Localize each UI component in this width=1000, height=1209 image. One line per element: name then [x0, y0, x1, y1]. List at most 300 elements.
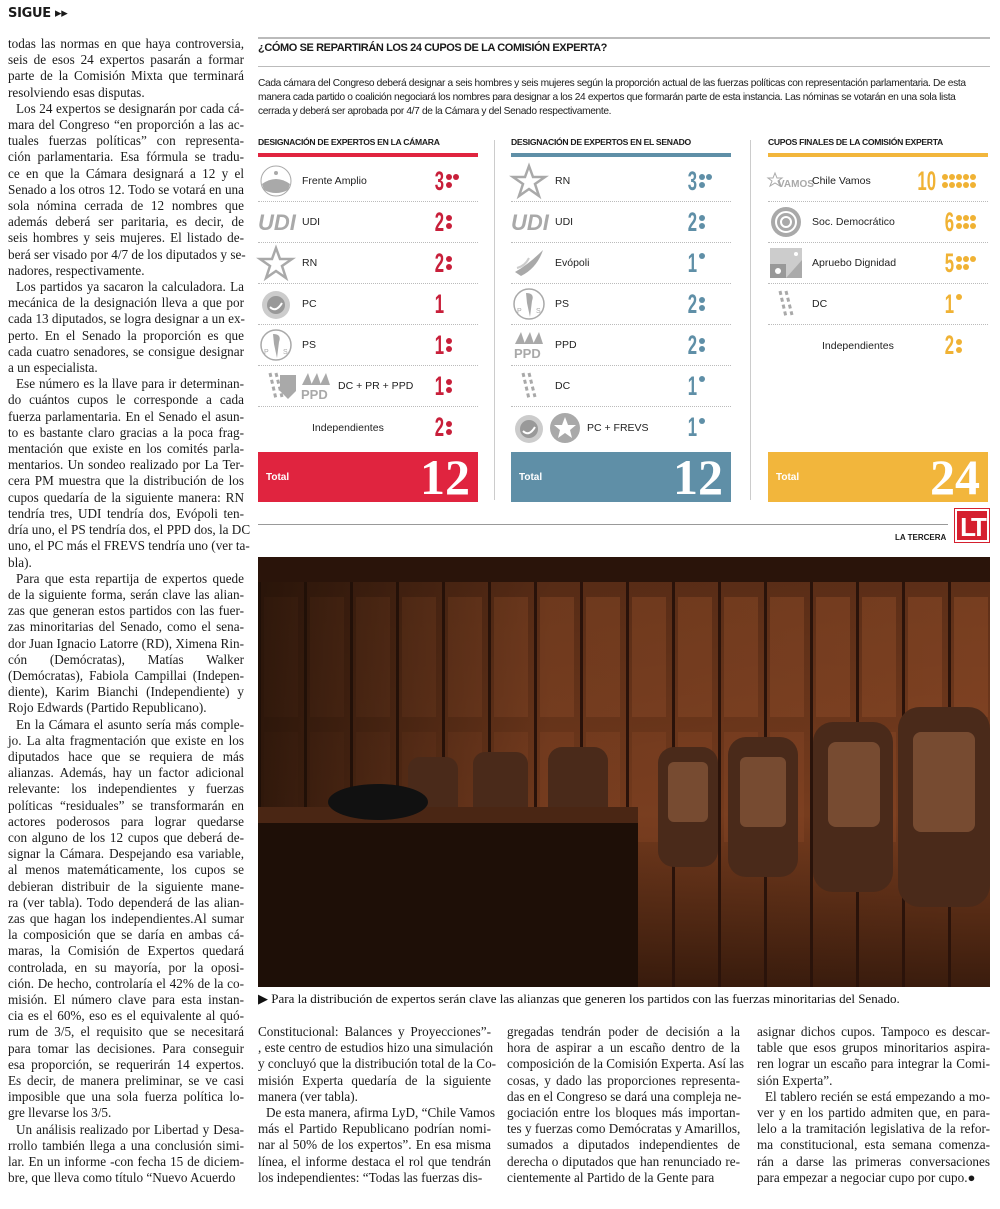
table-heading: DESIGNACIÓN DE EXPERTOS EN EL SENADO: [511, 137, 691, 147]
text-line: bla).: [8, 554, 32, 570]
paragraph: [757, 1089, 990, 1186]
credit-label: LA TERCERA: [895, 533, 947, 542]
seat-dot: [699, 182, 705, 188]
party-seat-count: 2: [687, 288, 697, 319]
total-box: [768, 449, 988, 505]
text-line: ren lograr un escaño para integrar la Comi-: [757, 1056, 990, 1072]
total-label: Total: [776, 471, 800, 483]
seat-dot: [970, 215, 976, 221]
text-line: rán a darse las primeras conversaciones: [757, 1153, 990, 1169]
party-label: DC + PR + PPD: [338, 380, 414, 392]
party-seat-count: 1: [687, 412, 697, 442]
svg-text:S: S: [536, 308, 541, 315]
party-row: [258, 243, 478, 284]
svg-text:P: P: [264, 349, 269, 356]
text-line: lelo a la tramitación legislativa de la refor-: [757, 1121, 990, 1137]
seat-dot: [956, 223, 962, 229]
text-line: gre llevarse los 3/5.: [8, 1105, 112, 1121]
text-line: rrollo también llega a una conclusión simi-: [8, 1137, 244, 1153]
chamber-photo: [258, 557, 990, 987]
text-line: dría uno, el PS tendría dos, el PPD dos, la DC: [8, 522, 251, 538]
text-line: esa proporción, se requerirán 14 expertos.: [8, 1056, 244, 1072]
article-bottom-column-1: [258, 1024, 497, 1186]
text-line: ra (ver tabla). Todo dependerá de las alian-: [8, 894, 244, 910]
seat-dot: [963, 215, 969, 221]
party-label: DC: [812, 298, 828, 310]
seat-dot: [699, 297, 705, 303]
party-seat-count: 2: [434, 206, 444, 237]
party-row: [258, 325, 478, 366]
text-line: gregadas tendrán poder de decisión a la: [507, 1024, 740, 1039]
paragraph: [8, 279, 244, 376]
text-line: cada 13 diputados, se logra designar a un ex-: [8, 311, 245, 327]
text-line: controlada, en su mayoría, por la oposi-: [8, 959, 244, 975]
seat-dot: [956, 339, 962, 345]
table-heading: DESIGNACIÓN DE EXPERTOS EN LA CÁMARA: [258, 137, 440, 147]
paragraph: [8, 1122, 244, 1187]
svg-text:VAMOS: VAMOS: [778, 179, 814, 190]
text-line: imposible que una sola fuerza política lo-: [8, 1089, 244, 1105]
party-row: [768, 243, 988, 284]
party-row: [258, 407, 478, 448]
seat-dot: [963, 182, 969, 188]
text-line: El tablero recién se está empezando a mo-: [765, 1088, 990, 1104]
text-line: ce en que la Cámara designará a 12 y el: [8, 165, 244, 181]
party-seat-count: 1: [687, 247, 697, 278]
text-line: mentación que existe en los comités parla-: [8, 441, 244, 457]
seat-dots: [956, 339, 962, 353]
table-accent-bar: [511, 153, 731, 157]
party-row: [511, 202, 731, 243]
seat-dots: [699, 297, 705, 311]
party-row: [511, 161, 731, 202]
dc-logo-icon: [768, 287, 808, 321]
text-line: los independientes: “Todas las fuerzas dis-: [258, 1169, 483, 1185]
seat-dot: [956, 264, 962, 270]
seat-dots: [699, 338, 705, 352]
text-line: dor Juan Ignacio Latorre (RD), Ximena Rin-: [8, 635, 244, 651]
total-value: 24: [930, 449, 980, 505]
seat-dots: [446, 174, 459, 188]
party-seat-count: 1: [944, 288, 954, 319]
seat-dot: [949, 174, 955, 180]
text-line: cosas, y dado las proporciones representa-: [507, 1072, 740, 1088]
text-line: maras, la Comisión de Expertos quedará: [8, 943, 244, 959]
seat-dot: [446, 223, 452, 229]
text-line: ma constitucional, esta semana comenza-: [757, 1137, 990, 1153]
svg-text:UDI: UDI: [258, 210, 296, 235]
rn-star-logo-icon: [258, 246, 298, 280]
party-row: [511, 325, 731, 366]
total-label: Total: [266, 471, 290, 483]
seat-dot: [699, 338, 705, 344]
text-line: bre, que lleva como título “Nuevo Acuerdo: [8, 1170, 236, 1186]
paragraph: [8, 571, 244, 717]
text-line: nadores, respectivamente.: [8, 262, 145, 278]
seat-dot: [699, 376, 705, 382]
party-seat-count: 10: [917, 165, 936, 196]
seat-dot: [970, 223, 976, 229]
text-line: a un especialista.: [8, 360, 98, 376]
svg-text:PPD: PPD: [514, 346, 541, 361]
party-row: [511, 243, 731, 284]
party-seat-count: 2: [687, 329, 697, 360]
table-final: [768, 137, 988, 505]
text-line: tendría tres, UDI tendría dos, Evópoli ten-: [8, 505, 244, 521]
party-seat-count: 1: [434, 329, 444, 360]
divider: [494, 140, 495, 500]
party-row: [768, 284, 988, 325]
text-line: hora de aspirar a un escaño dentro de la: [507, 1040, 740, 1056]
seat-dots: [942, 174, 976, 188]
table-senado: [511, 137, 731, 505]
party-label: PC: [302, 298, 317, 310]
udi-logo-icon: [511, 205, 551, 239]
party-label: PPD: [555, 339, 577, 351]
paragraph: [8, 101, 244, 279]
total-box: [511, 449, 731, 505]
text-line: do cuántos cupos le corresponde a cada: [8, 392, 244, 408]
rn-star-logo-icon: [511, 164, 551, 198]
seat-dot: [963, 174, 969, 180]
text-line: diente), Karim Bianchi (Independiente) y: [8, 684, 244, 700]
party-label: DC: [555, 380, 571, 392]
text-line: cupos quedaría de la siguiente manera: RN: [8, 489, 244, 505]
text-line: rum de 3/5, el requisito que se necesitará: [8, 1024, 244, 1040]
text-line: fuerza parlamentaria. En el Senado el asun-: [8, 408, 244, 424]
seat-dot: [446, 346, 452, 352]
party-label: Apruebo Dignidad: [812, 257, 897, 269]
text-line: ción parlamentaria. Esa fórmula se tradu-: [8, 149, 244, 165]
text-line: jo. La alta fragmentación que existe en los: [8, 732, 244, 748]
party-seat-count: 2: [434, 247, 444, 278]
seat-dots: [699, 259, 705, 267]
text-line: nar al 50% de los expertos”. En esa misma: [258, 1137, 491, 1153]
party-label: PS: [302, 339, 317, 351]
text-line: misión. El número clave para esta instan-: [8, 991, 244, 1007]
seat-dot: [446, 421, 452, 427]
paragraph: [258, 1105, 495, 1186]
seat-dot: [963, 223, 969, 229]
text-line: parte de la Comisión Mixta que terminará: [8, 68, 244, 84]
party-label: Evópoli: [555, 257, 590, 269]
text-line: perto. En el Senado la proporción es que: [8, 327, 244, 343]
seat-dot: [956, 256, 962, 262]
table-accent-bar: [768, 153, 988, 157]
seat-dot: [963, 264, 969, 270]
text-line: zas que hagan los independientes.Al sumar: [8, 910, 244, 926]
text-line: al menos matemáticamente, los cupos se: [8, 862, 244, 878]
divider: [258, 66, 990, 67]
paragraph: [8, 376, 251, 570]
seat-dot: [949, 182, 955, 188]
party-label: Soc. Democrático: [812, 216, 895, 228]
party-label: RN: [302, 257, 318, 269]
text-line: actores poderosos para lograr quedarse: [8, 813, 244, 829]
seat-dot: [699, 223, 705, 229]
svg-text:S: S: [283, 349, 288, 356]
party-row: [768, 325, 988, 366]
divider: [258, 524, 948, 525]
total-value: 12: [420, 449, 470, 505]
seat-dot: [446, 379, 452, 385]
seat-dot: [963, 256, 969, 262]
text-line: berá ser visado por 4/7 de los diputados y se-: [8, 246, 246, 262]
text-line: tuales fuerzas políticas” con representa-: [8, 133, 244, 149]
seat-dot: [942, 182, 948, 188]
seat-dot: [699, 305, 705, 311]
infographic-title: ¿CÓMO SE REPARTIRÁN LOS 24 CUPOS DE LA COMISIÓN EXPERTA?: [258, 42, 607, 54]
seat-dot: [956, 215, 962, 221]
text-line: De esta manera, afirma LyD, “Chile Vamos: [266, 1105, 495, 1121]
seat-dot: [699, 174, 705, 180]
continue-label: SIGUE ▸▸: [8, 6, 68, 21]
text-line: cera PM muestra que la distribución de los: [8, 473, 244, 489]
party-seat-count: 2: [687, 206, 697, 237]
party-row: [511, 284, 731, 325]
party-row: [511, 366, 731, 407]
pc-logo-icon: [258, 287, 298, 321]
text-line: con alguno de los 12 cupos que deberá de-: [8, 829, 244, 845]
text-line: para tomar las decisiones. Para conseguir: [8, 1040, 244, 1056]
text-line: tes y fuerzas como Demócratas y Amarillos,: [507, 1121, 741, 1137]
text-line: alianzas. Además, hay un factor adicional: [8, 765, 244, 781]
text-line: sión Experta”.: [757, 1072, 833, 1088]
text-line: cia es el 60%, eso es el equivalente al quó-: [8, 1008, 244, 1024]
text-line: ción. De hecho, controlaría el 42% de la co-: [8, 975, 244, 991]
seat-dot: [446, 429, 452, 435]
text-line: y concluyó que la distribución total de la Co-: [258, 1056, 497, 1072]
text-line: Ese número es la llave para ir determinan-: [16, 376, 244, 392]
seat-dot: [446, 215, 452, 221]
table-camara: [258, 137, 478, 505]
text-line: derecha o diputados que han renunciado re-: [507, 1153, 740, 1169]
text-line: debieran distribuir de la siguiente mane-: [8, 878, 244, 894]
seat-dots: [956, 215, 976, 229]
party-label: Independientes: [822, 339, 894, 352]
ppd-logo-icon: [511, 328, 551, 362]
seat-dots: [956, 256, 976, 270]
text-line: para empezar a negociar cupo por cupo.●: [757, 1169, 976, 1185]
table-heading: CUPOS FINALES DE LA COMISIÓN EXPERTA: [768, 137, 943, 147]
seat-dot: [699, 253, 705, 259]
svg-text:P: P: [517, 308, 522, 315]
dc-logo-icon: [511, 369, 551, 403]
text-line: Los partidos ya sacaron la calculadora. La: [16, 279, 244, 295]
text-line: mecánica de la designación lleva a que por: [8, 295, 244, 311]
seat-dot: [706, 174, 712, 180]
dc-pr-ppd-logos-icon: [258, 369, 334, 403]
party-row: [258, 284, 478, 325]
paragraph: [8, 36, 244, 101]
text-line: cón (Demócratas), Matías Walker: [8, 651, 244, 667]
text-line: más el Partido Republicano podrían nomi-: [258, 1121, 491, 1137]
seat-dots: [956, 300, 962, 308]
text-line: cada cuatro senadores, se consigue designar: [8, 343, 244, 359]
party-seat-count: 1: [434, 288, 444, 319]
seat-dot: [956, 182, 962, 188]
seat-dot: [446, 264, 452, 270]
text-line: cientemente al Partido de la Gente para: [507, 1169, 715, 1185]
seat-dots: [699, 424, 705, 432]
seat-dot: [446, 182, 452, 188]
seat-dot: [699, 418, 705, 424]
seat-dots: [446, 338, 452, 352]
party-label: Frente Amplio: [302, 175, 367, 187]
blank-icon: [768, 329, 818, 363]
text-line: zas minoritarias del Senado, como el sena-: [8, 619, 244, 635]
seat-dot: [446, 338, 452, 344]
blank-icon: [258, 411, 308, 445]
party-label: Independientes: [312, 421, 384, 434]
text-line: además deberá ser paritaria, es decir, de: [8, 214, 244, 230]
party-seat-count: 5: [944, 247, 954, 278]
table-rows: [258, 161, 478, 448]
party-label: Chile Vamos: [812, 175, 871, 187]
text-line: zas que generan estos partidos con las fuer-: [8, 603, 244, 619]
text-line: Constitucional: Balances y Proyecciones”-: [258, 1024, 491, 1039]
seat-dot: [956, 347, 962, 353]
text-line: resolviendo esas disputas.: [8, 84, 145, 100]
text-line: todas las normas en que haya controversia,: [8, 36, 244, 51]
seat-dot: [970, 182, 976, 188]
svg-text:UDI: UDI: [511, 210, 549, 235]
text-line: misión Experta quedaría de la siguiente: [258, 1072, 491, 1088]
text-line: table que esos grupos minoritarios aspira-: [757, 1040, 990, 1056]
paragraph: [507, 1024, 744, 1186]
text-line: composición de la Comisión Experta. Así las: [507, 1056, 744, 1072]
text-line: asignar dichos cupos. Tampoco es descar-: [757, 1024, 990, 1039]
seat-dot: [699, 215, 705, 221]
text-line: uno, el PC más el FREVS tendría uno (ver ta-: [8, 538, 250, 554]
party-row: [258, 202, 478, 243]
text-line: Un análisis realizado por Libertad y Desa-: [16, 1121, 244, 1137]
text-line: En la Cámara el asunto sería más comple-: [16, 716, 244, 732]
seat-dot: [446, 174, 452, 180]
party-label: PC + FREVS: [587, 421, 649, 434]
table-accent-bar: [258, 153, 478, 157]
text-line: Senado a los otros 12. Todo se votará en una: [8, 181, 244, 197]
seat-dot: [942, 174, 948, 180]
infographic-description: Cada cámara del Congreso deberá designar a seis hombres y seis mujeres según la proporción actual de las fuerzas políticas con representación parlamentaria. De esta manera cada partido o coalición negociará los nombres para designar a los 24 expertos que formarán parte de esta instancia. Las nóminas se votarán en una sola lista cerrada y deberá ser aprobada por 4/7 de la Cámara y del Senado respectivamente.: [258, 78, 966, 117]
text-line: políticas “residuales” se transformarán en: [8, 797, 244, 813]
total-box: [258, 449, 478, 505]
text-line: sumados a diputados independientes de: [507, 1137, 740, 1153]
seat-dots: [446, 421, 452, 435]
udi-logo-icon: [258, 205, 298, 239]
text-line: signar la Cámara. Despejando esa variable,: [8, 846, 244, 862]
text-line: la composición que se daría en ambas cá-: [8, 927, 244, 943]
seat-dots: [446, 379, 452, 393]
text-line: manera (ver tabla).: [258, 1088, 358, 1104]
text-line: to es bastante claro gracias a la poca frag-: [8, 424, 244, 440]
text-line: mentarios. Un sondeo realizado por La Ter-: [8, 457, 244, 473]
text-line: seis hombres y seis mujeres. El listado de-: [8, 230, 244, 246]
seat-dot: [970, 256, 976, 262]
evopoli-logo-icon: [511, 246, 551, 280]
party-seat-count: 3: [434, 165, 444, 196]
svg-text:PPD: PPD: [301, 387, 328, 402]
ps-logo-icon: [511, 287, 551, 321]
seat-dot: [956, 174, 962, 180]
text-line: Rojo Edwards (Partido Republicano).: [8, 700, 207, 716]
frente-amplio-logo-icon: [258, 164, 298, 198]
article-left-column: [8, 36, 251, 1186]
text-line: línea, el informe destaca el rol que tendrán: [258, 1153, 491, 1169]
party-label: UDI: [302, 216, 321, 228]
text-line: (Demócratas), Fabiola Campillai (Indepen-: [8, 667, 244, 683]
seat-dot: [446, 256, 452, 262]
text-line: Para que esta repartija de expertos quede: [16, 570, 244, 586]
chile-vamos-logo-icon: [768, 164, 814, 198]
text-line: Los 24 expertos se designarán por cada cá-: [16, 100, 244, 116]
paragraph: [757, 1024, 990, 1089]
paragraph: [8, 717, 244, 1122]
text-line: lar. En un informe -con fecha 15 de diciem-: [8, 1154, 244, 1170]
divider: [258, 37, 990, 39]
party-seat-count: 2: [944, 330, 954, 360]
text-line: diputados hace que se requiera de más: [8, 748, 244, 764]
seat-dot: [699, 346, 705, 352]
party-row: [258, 161, 478, 202]
apruebo-dignidad-flag-icon: [768, 246, 808, 280]
party-label: PS: [555, 298, 570, 310]
party-label: UDI: [555, 216, 574, 228]
party-seat-count: 6: [944, 206, 954, 237]
text-line: , este centro de estudios hizo una simulación: [258, 1040, 494, 1056]
text-line: relevante: los independientes y fuerzas: [8, 781, 244, 797]
socialismo-democratico-rose-icon: [768, 205, 808, 239]
paragraph: [258, 1024, 497, 1105]
seat-dots: [699, 215, 705, 229]
party-row: [768, 202, 988, 243]
text-line: de la siguiente forma, serán clave las alian-: [8, 586, 244, 602]
table-rows: [511, 161, 731, 448]
la-tercera-logo: LT: [955, 509, 989, 542]
seat-dot: [970, 174, 976, 180]
chamber-seats-image: [258, 557, 990, 987]
party-label: RN: [555, 175, 571, 187]
seat-dots: [446, 215, 452, 229]
seat-dot: [453, 174, 459, 180]
total-label: Total: [519, 471, 543, 483]
party-row: [258, 366, 478, 407]
seat-dot: [446, 387, 452, 393]
party-row: [511, 407, 731, 448]
seat-dots: [699, 382, 705, 390]
article-bottom-column-2: [507, 1024, 744, 1186]
text-line: mara del Congreso “en proporción a las ac-: [8, 117, 244, 133]
text-line: Es decir, de manera preliminar, se ve casi: [8, 1073, 244, 1088]
party-row: [768, 161, 988, 202]
party-seat-count: 1: [434, 370, 444, 401]
total-value: 12: [673, 449, 723, 505]
ps-logo-icon: [258, 328, 298, 362]
text-line: ver y en los partido admiten que, en para-: [757, 1105, 990, 1121]
seat-dots: [446, 256, 452, 270]
article-bottom-column-3: [757, 1024, 990, 1186]
party-seat-count: 2: [434, 412, 444, 442]
seat-dots: [699, 174, 712, 188]
divider: [750, 140, 751, 500]
text-line: sola nómina cerrada de 12 nombres que: [8, 198, 244, 214]
seat-dot: [956, 294, 962, 300]
party-seat-count: 3: [687, 165, 697, 196]
text-line: das en el Congreso se dará una compleja ne-: [507, 1088, 742, 1104]
photo-caption: ▶ Para la distribución de expertos serán clave las alianzas que generen los partidos con las fuerzas minoritarias del Senado.: [258, 991, 900, 1006]
party-seat-count: 1: [687, 370, 697, 401]
text-line: seis de esos 24 expertos pasarán a formar: [8, 52, 244, 68]
